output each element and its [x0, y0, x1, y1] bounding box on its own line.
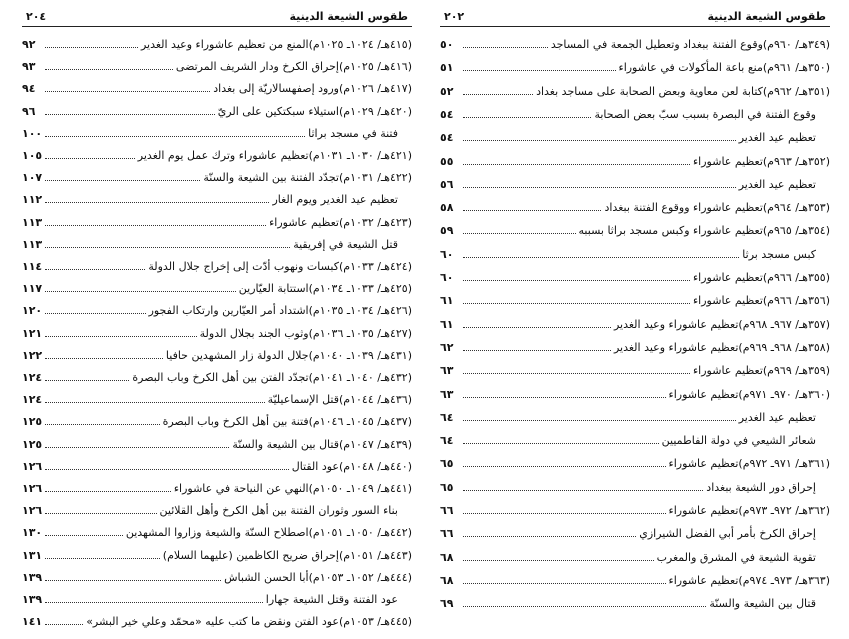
dot-leader	[45, 269, 145, 270]
toc-entry-page: ١٢١	[22, 326, 43, 340]
toc-entry-page: ١٢٦	[22, 504, 43, 518]
dot-leader	[45, 291, 236, 292]
dot-leader	[45, 202, 269, 203]
toc-entry-title: قتل الشيعة في إفريقية	[293, 237, 398, 251]
toc-entry	[440, 521, 830, 541]
dot-leader	[463, 373, 690, 374]
toc-entry-title: (٤٤٢هـ/ ١٠٥٠ـ ١٠٥١م)اصطلاح السنّة والشيعة وزاروا المشهدين	[125, 526, 412, 540]
toc-entry	[440, 79, 830, 99]
dot-leader	[463, 420, 736, 421]
toc-entry-title: تعظيم عيد الغدير	[738, 410, 816, 424]
toc-entry-title: (٣٥٤هـ/ ٩٦٥م)تعظيم عاشوراء وكبس مسجد براثا بسببه	[578, 224, 830, 238]
toc-entry	[440, 451, 830, 471]
toc-entry-page: ٦٨	[440, 550, 454, 564]
dot-leader	[463, 443, 659, 444]
dot-leader	[45, 180, 200, 181]
toc-entry-page: ٥٤	[440, 107, 454, 121]
toc-entry	[22, 609, 412, 629]
toc-entry-title: إحراق دور الشيعة ببغداد	[706, 480, 816, 494]
toc-entry	[440, 312, 830, 332]
toc-entry	[22, 276, 412, 296]
toc-entry-page: ١١٤	[22, 260, 43, 273]
toc-entry-title: (٣٦٠هـ/ ٩٧٠ـ ٩٧١م)تعظيم عاشوراء	[668, 387, 830, 401]
toc-entry-page: ١٢٢	[22, 348, 43, 362]
toc-entry-title: تعظيم عيد الغدير	[738, 177, 816, 191]
toc-entry-page: ١٣٩	[22, 570, 43, 584]
toc-entry-title: (٣٥٥هـ/ ٩٦٦م)تعظيم عاشوراء	[693, 271, 830, 284]
dot-leader	[463, 583, 666, 584]
dot-leader	[463, 513, 666, 514]
toc-entry-page: ١٢٥	[22, 437, 43, 451]
toc-entry-title: (٤٤٣هـ/ ١٠٥١م)إحراق ضريح الكاظمين (عليهما السلام)	[162, 548, 412, 562]
right-page	[440, 10, 830, 630]
dot-leader	[45, 558, 160, 559]
dot-leader	[463, 303, 690, 304]
dot-leader	[463, 164, 690, 165]
toc-entry-page: ١٠٠	[22, 126, 43, 140]
toc-entry	[22, 565, 412, 585]
toc-entry-page: ١٢٤	[22, 393, 43, 407]
toc-entry	[22, 520, 412, 540]
toc-entry-title: (٤٢٧هـ/ ١٠٣٥ـ ١٠٣٦م)وثوب الجند بجلال الدولة	[199, 326, 412, 340]
toc-entry-page: ١٢٠	[22, 304, 43, 318]
toc-entry-page: ٦٩	[440, 597, 454, 611]
toc-entry-title: (٤١٦هـ/ ١٠٢٥م)إحراق الكرخ ودار الشريف المرتضى	[175, 60, 412, 74]
dot-leader	[463, 257, 739, 258]
toc-entry	[440, 265, 830, 285]
toc-entry-title: تعظيم عيد الغدير	[738, 131, 816, 145]
toc-entry-title: (٣٦٢هـ/ ٩٧٢ـ ٩٧٣م)تعظيم عاشوراء	[668, 504, 830, 517]
toc-entry	[440, 475, 830, 495]
toc-entry	[440, 591, 830, 611]
toc-entry-title: (٤١٧هـ/ ١٠٢٦م)ورود إصفهسالاريّة إلى بغداد	[213, 82, 412, 96]
toc-entry-title: شعائر الشيعي في دولة الفاطميين	[661, 434, 816, 448]
toc-entry	[440, 498, 830, 518]
dot-leader	[45, 402, 264, 403]
toc-entry-title: بناء السور وثوران الفتنة بين أهل الكرخ وأهل القلائين	[159, 504, 398, 518]
dot-leader	[463, 490, 703, 491]
dot-leader	[463, 350, 611, 351]
toc-entry	[22, 409, 412, 429]
dot-leader	[463, 233, 576, 234]
dot-leader	[45, 336, 196, 337]
toc-entry-title: (٤٢٠هـ/ ١٠٢٩م)استيلاء سبكتكين على الريّ	[217, 104, 412, 118]
toc-entry-page: ١١٣	[22, 215, 43, 229]
left-page	[22, 10, 412, 630]
dot-leader	[45, 424, 159, 425]
toc-entry-title: (٤٣٢هـ/ ١٠٤٠ـ ١٠٤١م)تجدّد الفتن بين أهل الكرخ وباب البصرة	[132, 371, 412, 384]
toc-entry	[440, 358, 830, 378]
dot-leader	[45, 513, 156, 514]
toc-entry-page: ٦٤	[440, 410, 454, 424]
toc-entry-title: (٤٣٦هـ/ ١٠٤٤م)قتل الإسماعيليّة	[267, 393, 412, 407]
toc-entry-page: ١٢٦	[22, 459, 43, 473]
dot-leader	[463, 560, 654, 561]
toc-entry	[22, 165, 412, 185]
toc-entry-title: (٤٤٤هـ/ ١٠٥٢ـ ١٠٥٣م)أبا الحسن الشباش	[224, 570, 412, 584]
toc-entry-title: (٤٣٧هـ/ ١٠٤٥ـ ١٠٤٦م)فتنة بين أهل الكرخ وباب البصرة	[162, 415, 412, 429]
toc-entry	[22, 54, 412, 74]
toc-entry	[440, 545, 830, 565]
toc-entry-page: ٦٨	[440, 573, 454, 587]
toc-entry-page: ١٢٥	[22, 415, 43, 429]
toc-entry	[22, 365, 412, 385]
toc-entry	[22, 32, 412, 52]
toc-entry	[22, 121, 412, 141]
dot-leader	[45, 47, 138, 48]
dot-leader	[45, 602, 263, 603]
toc-entry	[22, 476, 412, 496]
toc-entry-title: (٣٤٩هـ/ ٩٦٠م)وقوع الفتنة ببغداد وتعطيل الجمعة في المساجد	[550, 38, 830, 51]
running-title: طقوس الشيعة الدينية	[707, 10, 826, 23]
page-number: ٢٠٢	[444, 10, 465, 23]
dot-leader	[45, 469, 289, 470]
dot-leader	[463, 606, 706, 607]
toc-entry	[440, 288, 830, 308]
toc-entry-title: (٤٢٣هـ/ ١٠٣٢م)تعظيم عاشوراء	[269, 215, 412, 229]
toc-entry-page: ١٣٠	[22, 526, 43, 540]
toc-entry-title: تعظيم عيد الغدير ويوم الغار	[272, 193, 398, 207]
dot-leader	[463, 47, 548, 48]
toc-entry	[440, 102, 830, 122]
toc-entry	[440, 428, 830, 448]
dot-leader	[45, 114, 215, 115]
page-number: ٢٠٤	[26, 10, 47, 23]
toc-entry	[440, 242, 830, 262]
toc-entry-page: ٥٢	[440, 84, 454, 98]
toc-entry	[22, 99, 412, 119]
toc-entry-title: تقوية الشيعة في المشرق والمغرب	[656, 550, 816, 564]
dot-leader	[45, 535, 123, 536]
toc-entry	[22, 298, 412, 318]
toc-entry-title: (٤٢٢هـ/ ١٠٣١م)تجدّد الفتنة بين الشيعة والسنّة	[203, 171, 412, 185]
toc-entry-page: ١٣١	[22, 548, 43, 562]
toc-entry-title: (٤٣٩هـ/ ١٠٤٧م)قتال بين الشيعة والسنّة	[232, 437, 412, 451]
toc-entry-title: (٤٣١هـ/ ١٠٣٩ـ ١٠٤٠م)جلال الدولة زار المشهدين حافيا	[165, 348, 412, 362]
toc-entry	[440, 149, 830, 169]
dot-leader	[45, 91, 210, 92]
toc-entry-page: ٥٠	[440, 38, 454, 51]
toc-entry-page: ٦١	[440, 317, 454, 331]
running-title: طقوس الشيعة الدينية	[289, 10, 408, 23]
toc-entry	[440, 55, 830, 75]
toc-entry	[22, 321, 412, 341]
toc-entry-title: إحراق الكرخ بأمر أبي الفضل الشيرازي	[639, 527, 816, 541]
toc-entry-title: (٤٢٤هـ/ ١٠٣٣م)كبسات ونهوب أدّت إلى إخراج جلال الدولة	[148, 260, 412, 273]
toc-entry-page: ٩٢	[22, 38, 36, 51]
toc-entry	[440, 218, 830, 238]
toc-entry	[440, 568, 830, 588]
dot-leader	[463, 466, 666, 467]
toc-entry	[22, 587, 412, 607]
toc-entry	[440, 172, 830, 192]
toc-entry-title: (٣٥٨هـ/ ٩٦٨ـ ٩٦٩م)تعظيم عاشوراء وعيد الغدير	[613, 340, 830, 354]
toc-entry-page: ٦٣	[440, 364, 454, 378]
toc-entry	[22, 454, 412, 474]
toc-entry-page: ٥٤	[440, 131, 454, 145]
page-header	[22, 10, 412, 27]
toc-entry	[22, 498, 412, 518]
toc-entry-page: ١١٣	[22, 237, 43, 251]
toc-entry-page: ١٤١	[22, 615, 43, 629]
toc-entry-title: (٣٥٠هـ/ ٩٦١م)منع باعة المأكولات في عاشوراء	[618, 61, 830, 75]
dot-leader	[463, 117, 591, 118]
toc-entry-page: ١٠٥	[22, 149, 43, 162]
toc-entry-page: ٦٦	[440, 504, 454, 517]
toc-entry-title: (٤١٥هـ/ ١٠٢٤ـ ١٠٢٥م)المنع من تعظيم عاشوراء وعيد الغدير	[140, 38, 412, 51]
toc-entry-title: عود الفتنة وقتل الشيعة جهارا	[265, 593, 398, 606]
toc-entry-page: ٦٥	[440, 457, 454, 471]
dot-leader	[45, 136, 305, 137]
toc-entry-title: (٣٥٦هـ/ ٩٦٦م)تعظيم عاشوراء	[693, 294, 830, 308]
dot-leader	[45, 225, 266, 226]
dot-leader	[463, 70, 616, 71]
toc-entry	[22, 543, 412, 563]
dot-leader	[463, 187, 736, 188]
toc-entry-page: ٦٦	[440, 527, 454, 541]
dot-leader	[463, 140, 736, 141]
toc-entry-page: ١٣٩	[22, 593, 43, 606]
toc-entry-page: ٥٩	[440, 224, 454, 238]
toc-entry	[22, 76, 412, 96]
toc-entry	[22, 143, 412, 163]
toc-entry-title: فتنة في مسجد براثا	[308, 126, 398, 140]
toc-entry-title: (٣٥١هـ/ ٩٦٢م)كتابة لعن معاوية وبعض الصحابة على مساجد بغداد	[536, 84, 830, 98]
toc-entry	[22, 432, 412, 452]
toc-entry	[440, 335, 830, 355]
toc-entry-page: ١٢٤	[22, 371, 43, 384]
toc-entry-page: ٩٤	[22, 82, 36, 96]
toc-entry-page: ٥١	[440, 61, 454, 75]
toc-entry-title: (٤٢٦هـ/ ١٠٣٤ـ ١٠٣٥م)اشتداد أمر العيّارين وارتكاب الفجور	[148, 304, 412, 318]
toc-entry-title: قتال بين الشيعة والسنّة	[709, 597, 816, 611]
toc-entry	[440, 382, 830, 402]
toc-entry-page: ٦٣	[440, 387, 454, 401]
dot-leader	[463, 536, 636, 537]
toc-entry-title: كبس مسجد برثا	[742, 247, 816, 261]
toc-entry	[22, 210, 412, 230]
toc-entry-page: ٦٥	[440, 480, 454, 494]
toc-entry-page: ١٢٦	[22, 482, 43, 495]
toc-entry	[440, 195, 830, 215]
toc-entry-page: ٥٨	[440, 201, 454, 215]
toc-entry-title: (٤٤٥هـ/ ١٠٥٣م)عود الفتن ونقض ما كتب عليه «محمّد وعلي خير البشر»	[86, 615, 412, 629]
dot-leader	[463, 327, 611, 328]
toc-entry	[22, 254, 412, 274]
toc-entry-title: (٤٢١هـ/ ١٠٣٠ـ ١٠٣١م)تعظيم عاشوراء وترك عمل يوم الغدير	[137, 149, 412, 162]
toc-entry-title: (٤٢٥هـ/ ١٠٣٣ـ ١٠٣٤م)استتابة العيّارين	[238, 282, 412, 296]
toc-entry-title: وقوع الفتنة في البصرة بسبب سبّ بعض الصحابة	[594, 107, 816, 121]
dot-leader	[45, 624, 83, 625]
toc-entry-page: ٥٦	[440, 177, 454, 191]
toc-entry-page: ٥٥	[440, 154, 454, 168]
toc-entry-page: ١١٢	[22, 193, 43, 207]
toc-entry-title: (٤٤٠هـ/ ١٠٤٨م)عود القتال	[291, 459, 412, 473]
toc-entry-page: ٦٠	[440, 247, 454, 261]
toc-entry-title: (٤٤١هـ/ ١٠٤٩ـ ١٠٥٠م)النهي عن النياحة في عاشوراء	[173, 482, 412, 495]
toc-entry-page: ٦٠	[440, 271, 454, 284]
toc-entry-title: (٣٦٣هـ/ ٩٧٣ـ ٩٧٤م)تعظيم عاشوراء	[668, 573, 830, 587]
dot-leader	[463, 397, 666, 398]
dot-leader	[45, 380, 129, 381]
toc-entry	[440, 405, 830, 425]
dot-leader	[45, 247, 290, 248]
dot-leader	[463, 94, 533, 95]
dot-leader	[463, 280, 690, 281]
dot-leader	[45, 69, 173, 70]
toc-entry-page: ٦١	[440, 294, 454, 308]
toc-entry-page: ٩٦	[22, 104, 36, 118]
toc-entry-page: ١١٧	[22, 282, 43, 296]
toc-entry-title: (٣٥٣هـ/ ٩٦٤م)تعظيم عاشوراء ووقوع الفتنة ببغداد	[604, 201, 830, 215]
dot-leader	[45, 358, 163, 359]
toc-entry	[440, 125, 830, 145]
toc-entry-title: (٣٥٢هـ/ ٩٦٣م)تعظيم عاشوراء	[693, 154, 830, 168]
dot-leader	[45, 580, 221, 581]
toc-entry	[22, 343, 412, 363]
toc-entry-page: ٦٤	[440, 434, 454, 448]
toc-entry	[22, 232, 412, 252]
dot-leader	[45, 491, 171, 492]
toc-entry-title: (٣٦١هـ/ ٩٧١ـ ٩٧٢م)تعظيم عاشوراء	[668, 457, 830, 471]
toc-entry-page: ٩٣	[22, 60, 36, 74]
toc-entry	[440, 32, 830, 52]
dot-leader	[45, 447, 229, 448]
toc-entry-title: (٣٥٩هـ/ ٩٦٩م)تعظيم عاشوراء	[693, 364, 830, 378]
page-header	[440, 10, 830, 27]
toc-entry	[22, 187, 412, 207]
toc-entry	[22, 387, 412, 407]
dot-leader	[45, 313, 145, 314]
toc-entry-page: ٦٢	[440, 340, 454, 354]
toc-entry-page: ١٠٧	[22, 171, 43, 185]
dot-leader	[45, 158, 135, 159]
toc-entry-title: (٣٥٧هـ/ ٩٦٧ـ ٩٦٨م)تعظيم عاشوراء وعيد الغدير	[613, 317, 830, 331]
dot-leader	[463, 210, 601, 211]
